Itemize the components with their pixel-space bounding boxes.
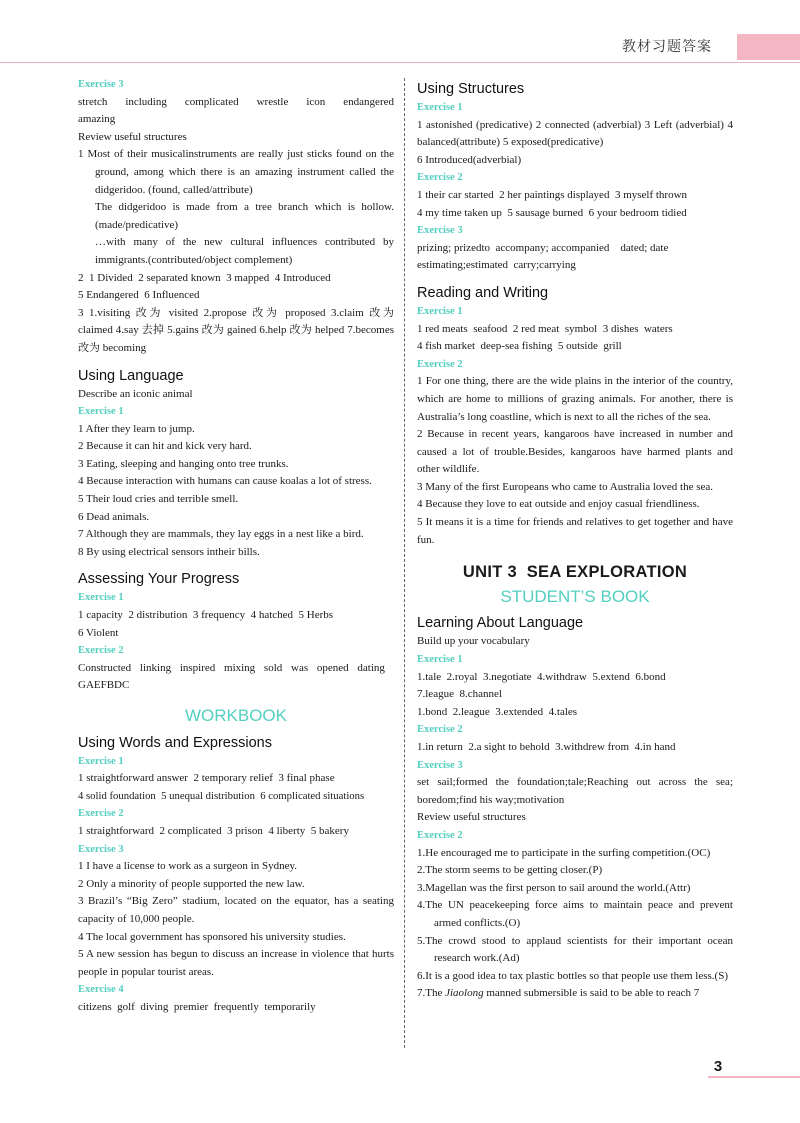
answer-line: 1 Most of their musicalinstruments are really just sticks found on the ground, among which there is an amazing instrument called the didgeridoo. (found, called/attribute) bbox=[78, 148, 394, 196]
answer-line: 6 Introduced(adverbial) bbox=[417, 153, 522, 166]
answer-line: GAEFBDC bbox=[78, 679, 130, 692]
exercise-label: Exercise 2 bbox=[417, 724, 463, 736]
exercise-label: Exercise 3 bbox=[417, 225, 463, 237]
answer-line: 1.tale 2.royal 3.negotiate 4.withdraw 5.extend 6.bond bbox=[417, 670, 666, 683]
answer-line: 1.He encouraged me to participate in the surfing competition.(OC) bbox=[417, 846, 711, 859]
answer-line: 2.The storm seems to be getting closer.(P) bbox=[417, 864, 603, 877]
answer-line: …with many of the new cultural influences contributed by immigrants.(contributed/object complement) bbox=[95, 236, 394, 266]
exercise-label: Exercise 1 bbox=[417, 654, 463, 666]
answer-line: 5.The crowd stood to applaud scientists for their important ocean research work.(Ad) bbox=[417, 934, 733, 965]
answer-line: 1 For one thing, there are the wide plains in the interior of the country, which are home to millions of grazing animals. For another, there is Australia’s long coastline, which is next to all the riches of the sea. bbox=[417, 375, 733, 423]
section-heading: Reading and Writing bbox=[417, 284, 549, 301]
answer-line: citizens golf diving premier frequently temporarily bbox=[78, 1000, 316, 1013]
answer-line: 6.It is a good idea to tax plastic bottles so that people use them less.(S) bbox=[417, 969, 728, 982]
subheading: Describe an iconic animal bbox=[78, 387, 193, 400]
answer-line: 4.The UN peacekeeping force aims to maintain peace and prevent armed conflicts.(O) bbox=[417, 899, 733, 929]
answer-line: 6 Dead animals. bbox=[78, 510, 150, 523]
submersible-name: Jiaolong bbox=[445, 987, 484, 1000]
students-book-heading: STUDENT’S BOOK bbox=[500, 586, 650, 606]
exercise-label: Exercise 2 bbox=[417, 358, 463, 370]
answer-line: prizing; prizedto accompany; accompanied dated; date bbox=[417, 241, 669, 254]
exercise-label: Exercise 1 bbox=[78, 406, 124, 418]
answer-line: 2 1 Divided 2 separated known 3 mapped 4 Introduced bbox=[78, 271, 331, 284]
answer-line: 1.in return 2.a sight to behold 3.withdrew from 4.in hand bbox=[417, 741, 676, 753]
exercise-label: Exercise 2 bbox=[417, 172, 463, 184]
answer-line: 3.Magellan was the first person to sail around the world.(Attr) bbox=[417, 881, 691, 894]
answer-line: 1 astonished (predicative) 2 connected (adverbial) 3 Left (adverbial) 4 balanced(attribute) 5 exposed(predicative) bbox=[417, 118, 733, 149]
header-accent-bar bbox=[737, 34, 800, 60]
header-title: 教材习题答案 bbox=[622, 39, 712, 55]
header-rule bbox=[0, 62, 800, 63]
subheading: Review useful structures bbox=[78, 130, 187, 143]
answer-line: 4 solid foundation 5 unequal distribution 6 complicated situations bbox=[78, 789, 365, 802]
answer-line: 2 Only a minority of people supported the new law. bbox=[78, 877, 305, 890]
answer-text: manned submersible is said to be able to reach 7 bbox=[483, 987, 700, 1000]
page-number-rule bbox=[708, 1076, 800, 1078]
exercise-label: Exercise 1 bbox=[78, 755, 124, 767]
answer-text: 7.The bbox=[417, 987, 446, 1000]
answer-line: The didgeridoo is made from a tree branch which is hollow. (made/predicative) bbox=[95, 201, 394, 231]
answer-line: 3 1.visiting 改为 visited 2.propose 改为 proposed 3.claim 改为 claimed 4.say 去掉 5.gains 改为 gained 6.help 改为 helped 7.becomes 改为 becoming bbox=[78, 306, 394, 354]
section-heading: Using Structures bbox=[417, 81, 525, 97]
exercise-label: Exercise 3 bbox=[417, 759, 463, 771]
exercise-label: Exercise 3 bbox=[78, 79, 124, 90]
answer-line bbox=[417, 985, 733, 1003]
exercise-label: Exercise 4 bbox=[78, 984, 124, 996]
answer-line: 1 I have a license to work as a surgeon in Sydney. bbox=[78, 860, 298, 873]
answer-line: 8 By using electrical sensors intheir bills. bbox=[78, 545, 260, 558]
column-divider bbox=[404, 78, 405, 1048]
answer-line: 7.league 8.channel bbox=[417, 688, 502, 701]
answer-line: 4 Because they love to eat outside and enjoy casual friendliness. bbox=[417, 498, 700, 511]
answer-line: set sail;formed the foundation;tale;Reaching out across the sea; boredom;find his way;motivation bbox=[417, 776, 733, 806]
answer-line: 1 red meats seafood 2 red meat symbol 3 dishes waters bbox=[417, 322, 673, 335]
answer-line: 1 their car started 2 her paintings displayed 3 myself thrown bbox=[417, 188, 688, 201]
exercise-label: Exercise 2 bbox=[78, 645, 124, 657]
answer-line: 4 fish market deep-sea fishing 5 outside grill bbox=[417, 340, 622, 353]
answer-line: 4 my time taken up 5 sausage burned 6 your bedroom tidied bbox=[417, 206, 687, 219]
answer-line: 2 Because it can hit and kick very hard. bbox=[78, 440, 252, 453]
answer-line: stretch including complicated wrestle icon endangered amazing bbox=[78, 95, 394, 126]
answer-line: 5 Their loud cries and terrible smell. bbox=[78, 493, 239, 506]
answer-line: 1 capacity 2 distribution 3 frequency 4 hatched 5 Herbs bbox=[78, 609, 334, 622]
subheading: Build up your vocabulary bbox=[417, 635, 530, 648]
exercise-label: Exercise 2 bbox=[417, 829, 463, 841]
answer-line: 3 Brazil’s “Big Zero” stadium, located on the equator, has a seating capacity of 10,000 people. bbox=[78, 895, 394, 925]
exercise-label: Exercise 1 bbox=[417, 102, 463, 113]
unit-heading: UNIT 3 SEA EXPLORATION bbox=[462, 563, 688, 582]
answer-line: 3 Eating, sleeping and hanging onto tree trunks. bbox=[78, 457, 289, 470]
answer-line: 2 Because in recent years, kangaroos have increased in number and caused a lot of trouble.Besides, kangaroos have harmed plants and other wildlife. bbox=[417, 428, 733, 476]
workbook-heading: WORKBOOK bbox=[184, 706, 287, 725]
left-column bbox=[78, 76, 394, 1017]
answer-line: 1 After they learn to jump. bbox=[78, 422, 195, 435]
answer-line: 7 Although they are mammals, they lay eggs in a nest like a bird. bbox=[78, 528, 364, 541]
exercise-label: Exercise 1 bbox=[417, 305, 463, 317]
answer-line: 1.bond 2.league 3.extended 4.tales bbox=[417, 705, 578, 718]
answer-line: 5 It means it is a time for friends and relatives to get together and have fun. bbox=[417, 516, 733, 546]
section-heading: Using Words and Expressions bbox=[78, 734, 272, 751]
answer-line: Constructed linking inspired mixing sold was opened dating bbox=[78, 661, 385, 674]
answer-line: estimating;estimated carry;carrying bbox=[417, 259, 576, 272]
section-heading: Learning About Language bbox=[417, 615, 584, 632]
subheading: Review useful structures bbox=[417, 811, 526, 824]
exercise-label: Exercise 3 bbox=[78, 843, 124, 855]
exercise-label: Exercise 1 bbox=[78, 592, 124, 604]
answer-line: 5 Endangered 6 Influenced bbox=[78, 289, 200, 302]
section-heading: Assessing Your Progress bbox=[78, 571, 240, 588]
answer-line: 4 Because interaction with humans can cause koalas a lot of stress. bbox=[78, 475, 372, 488]
answer-line: 5 A new session has begun to discuss an increase in violence that hurts people in popular tourist areas. bbox=[78, 948, 394, 978]
section-heading: Using Language bbox=[78, 367, 184, 384]
answer-line: 1 straightforward 2 complicated 3 prison 4 liberty 5 bakery bbox=[78, 824, 349, 837]
answer-line: 4 The local government has sponsored his university studies. bbox=[78, 930, 346, 943]
exercise-label: Exercise 2 bbox=[78, 808, 124, 820]
answer-line: 6 Violent bbox=[78, 626, 119, 639]
page-number: 3 bbox=[713, 1058, 723, 1075]
answer-line: 1 straightforward answer 2 temporary relief 3 final phase bbox=[78, 772, 335, 785]
answer-line: 3 Many of the first Europeans who came to Australia loved the sea. bbox=[417, 480, 714, 493]
right-column bbox=[417, 76, 733, 1003]
